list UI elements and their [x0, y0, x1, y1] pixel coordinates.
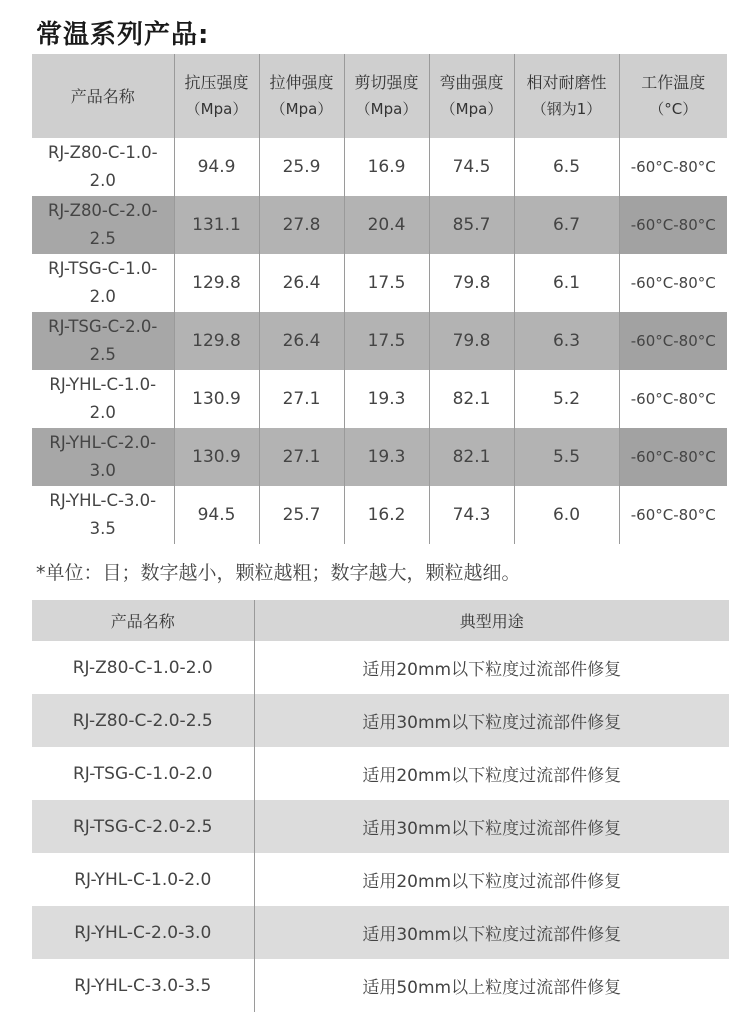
cell-tensile: 25.9: [259, 138, 344, 196]
use-row: [32, 800, 729, 853]
header-label: 剪切强度: [354, 73, 419, 92]
cell-wear: 6.7: [514, 196, 619, 254]
cell-compressive: 94.5: [174, 486, 259, 544]
product-line1: RJ-YHL-C-1.0-: [49, 375, 157, 394]
cell-shear: 16.9: [344, 138, 429, 196]
cell-compressive: 130.9: [174, 370, 259, 428]
spec-header-row: [32, 54, 727, 138]
header-bending: [429, 54, 514, 138]
cell-use: 适用30mm以下粒度过流部件修复: [254, 906, 729, 959]
cell-tensile: 25.7: [259, 486, 344, 544]
cell-bending: 74.3: [429, 486, 514, 544]
cell-product: [32, 254, 174, 312]
use-row: [32, 959, 729, 1012]
product-line1: RJ-YHL-C-3.0-: [49, 491, 157, 510]
cell-wear: 6.0: [514, 486, 619, 544]
cell-wear: 6.3: [514, 312, 619, 370]
cell-bending: 74.5: [429, 138, 514, 196]
product-line2: 2.0: [89, 287, 116, 306]
product-line1: RJ-TSG-C-2.0-: [48, 317, 158, 336]
cell-temperature: -60°C-80°C: [619, 486, 727, 544]
spec-row: [32, 254, 727, 312]
cell-use: 适用30mm以下粒度过流部件修复: [254, 800, 729, 853]
cell-product: [32, 138, 174, 196]
cell-bending: 82.1: [429, 370, 514, 428]
header-label: 抗压强度: [184, 73, 249, 92]
use-header-row: [32, 600, 729, 641]
product-line2: 3.5: [89, 519, 116, 538]
cell-use: 适用30mm以下粒度过流部件修复: [254, 694, 729, 747]
cell-product: RJ-YHL-C-1.0-2.0: [32, 853, 254, 906]
product-line1: RJ-TSG-C-1.0-: [48, 259, 158, 278]
spec-row: [32, 428, 727, 486]
cell-use: 适用20mm以下粒度过流部件修复: [254, 853, 729, 906]
cell-use: 适用50mm以上粒度过流部件修复: [254, 959, 729, 1012]
cell-tensile: 27.1: [259, 370, 344, 428]
spec-row: [32, 312, 727, 370]
cell-use: 适用20mm以下粒度过流部件修复: [254, 747, 729, 800]
cell-shear: 17.5: [344, 254, 429, 312]
cell-tensile: 26.4: [259, 312, 344, 370]
use-row: [32, 747, 729, 800]
cell-product: [32, 370, 174, 428]
cell-shear: 20.4: [344, 196, 429, 254]
use-table: [32, 600, 729, 1012]
header-compressive: [174, 54, 259, 138]
use-row: [32, 694, 729, 747]
product-line2: 3.0: [89, 461, 116, 480]
product-line2: 2.5: [89, 345, 116, 364]
product-line1: RJ-Z80-C-2.0-: [47, 201, 158, 220]
product-line1: RJ-YHL-C-2.0-: [49, 433, 157, 452]
cell-wear: 5.5: [514, 428, 619, 486]
cell-temperature: -60°C-80°C: [619, 254, 727, 312]
cell-product: [32, 196, 174, 254]
cell-shear: 17.5: [344, 312, 429, 370]
header-unit: （Mpa）: [440, 100, 503, 118]
cell-shear: 19.3: [344, 370, 429, 428]
product-line1: RJ-Z80-C-1.0-: [47, 143, 158, 162]
header-unit: （Mpa）: [270, 100, 333, 118]
cell-compressive: 130.9: [174, 428, 259, 486]
cell-use: 适用20mm以下粒度过流部件修复: [254, 641, 729, 694]
use-row: [32, 906, 729, 959]
spec-row: [32, 196, 727, 254]
cell-product: RJ-Z80-C-2.0-2.5: [32, 694, 254, 747]
cell-product: RJ-TSG-C-1.0-2.0: [32, 747, 254, 800]
cell-bending: 82.1: [429, 428, 514, 486]
header-unit: （钢为1）: [531, 100, 602, 118]
header-shear: [344, 54, 429, 138]
cell-compressive: 94.9: [174, 138, 259, 196]
cell-product: RJ-Z80-C-1.0-2.0: [32, 641, 254, 694]
header-wear: [514, 54, 619, 138]
product-line2: 2.5: [89, 229, 116, 248]
page-title: 常温系列产品:: [36, 20, 210, 50]
cell-wear: 6.5: [514, 138, 619, 196]
cell-compressive: 129.8: [174, 312, 259, 370]
header-temperature: [619, 54, 727, 138]
cell-tensile: 27.1: [259, 428, 344, 486]
cell-temperature: -60°C-80°C: [619, 370, 727, 428]
header-unit: （Mpa）: [185, 100, 248, 118]
cell-bending: 79.8: [429, 254, 514, 312]
cell-compressive: 131.1: [174, 196, 259, 254]
cell-temperature: -60°C-80°C: [619, 312, 727, 370]
cell-bending: 85.7: [429, 196, 514, 254]
header-product-name: 产品名称: [32, 600, 254, 641]
cell-compressive: 129.8: [174, 254, 259, 312]
cell-product: [32, 312, 174, 370]
header-label: 产品名称: [70, 86, 135, 106]
header-unit: （Mpa）: [355, 100, 418, 118]
cell-tensile: 27.8: [259, 196, 344, 254]
cell-product: RJ-TSG-C-2.0-2.5: [32, 800, 254, 853]
spec-row: [32, 370, 727, 428]
cell-product: [32, 486, 174, 544]
header-product-name: [32, 54, 174, 138]
header-typical-use: 典型用途: [254, 600, 729, 641]
header-label: 拉伸强度: [269, 73, 334, 92]
product-line2: 2.0: [89, 403, 116, 422]
use-row: [32, 853, 729, 906]
cell-product: RJ-YHL-C-2.0-3.0: [32, 906, 254, 959]
cell-shear: 16.2: [344, 486, 429, 544]
cell-bending: 79.8: [429, 312, 514, 370]
cell-temperature: -60°C-80°C: [619, 138, 727, 196]
product-line2: 2.0: [89, 171, 116, 190]
spec-row: [32, 138, 727, 196]
spec-row: [32, 486, 727, 544]
cell-tensile: 26.4: [259, 254, 344, 312]
header-unit: （°C）: [649, 100, 698, 118]
header-label: 工作温度: [641, 73, 706, 92]
cell-wear: 6.1: [514, 254, 619, 312]
cell-shear: 19.3: [344, 428, 429, 486]
header-tensile: [259, 54, 344, 138]
footnote: *单位：目；数字越小，颗粒越粗；数字越大，颗粒越细。: [36, 562, 521, 584]
cell-temperature: -60°C-80°C: [619, 428, 727, 486]
header-label: 相对耐磨性: [526, 73, 607, 92]
cell-product: [32, 428, 174, 486]
cell-product: RJ-YHL-C-3.0-3.5: [32, 959, 254, 1012]
use-row: [32, 641, 729, 694]
cell-temperature: -60°C-80°C: [619, 196, 727, 254]
cell-wear: 5.2: [514, 370, 619, 428]
header-label: 弯曲强度: [439, 73, 504, 92]
spec-table: [32, 54, 727, 544]
